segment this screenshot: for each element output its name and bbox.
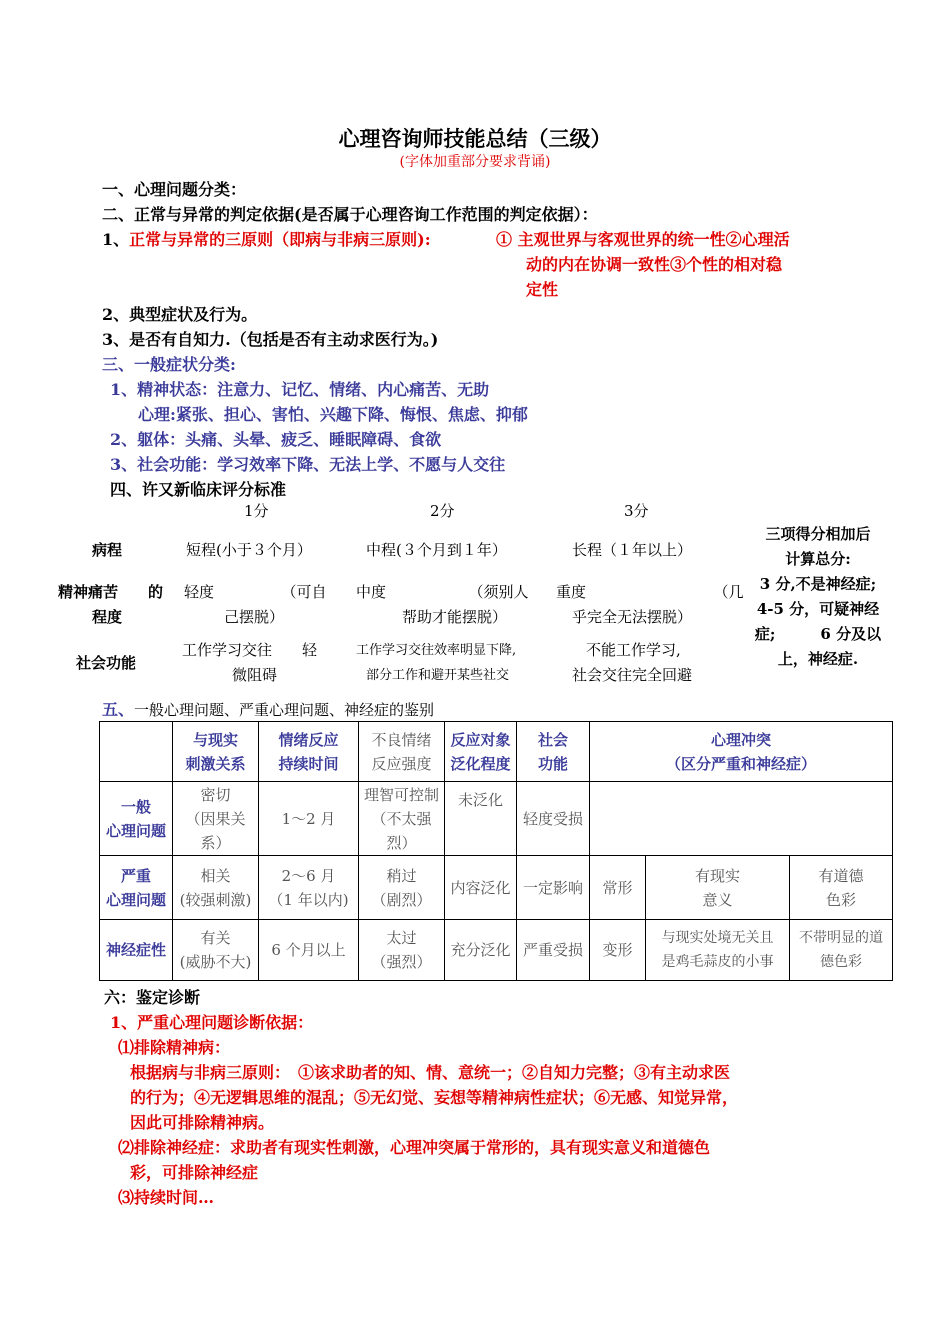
- score-summary-line: 上，神经症.: [777, 650, 859, 668]
- row-pain-3-line2: 乎完全无法摆脱）: [572, 608, 693, 626]
- table-header-row: [100, 722, 893, 782]
- section-4-heading: 四、许又新临床评分标准: [110, 480, 287, 499]
- row-social-3-line2: 社会交往完全回避: [572, 666, 693, 684]
- row-pain-label-line2: 程度: [92, 608, 123, 626]
- row-name-severe: 严重 心理问题: [100, 856, 173, 920]
- header-conflict: 心理冲突 （区分严重和神经症）: [590, 722, 893, 782]
- row-general-social: 轻度受损: [517, 782, 590, 856]
- row-course-2: 中程(３个月到１年）: [366, 541, 507, 559]
- row-social-2-line2: 部分工作和避开某些社交: [366, 668, 510, 683]
- row-pain-3-line1: 重度 （几: [556, 583, 744, 601]
- page-subtitle: (字体加重部分要求背诵): [399, 154, 551, 170]
- row-neurosis-duration: 6 个月以上: [259, 920, 359, 981]
- row-general-conflict: [590, 782, 893, 856]
- row-course-1: 短程(小于３个月）: [186, 541, 312, 559]
- row-pain-1-line1: 轻度 （可自: [184, 583, 327, 601]
- score-summary-line: 3 分,不是神经症;: [759, 575, 877, 593]
- row-severe-intensity: 稍过 （剧烈）: [359, 856, 445, 920]
- row-severe-conflict-form: 常形: [590, 856, 646, 920]
- score-summary-line: 三项得分相加后: [765, 525, 871, 543]
- row-social-3-line1: 不能工作学习,: [586, 641, 681, 659]
- exclude-psychosis-line2: 的行为；④无逻辑思维的混乱；⑤无幻觉、妄想等精神病性症状；⑥无感、知觉异常，: [130, 1088, 739, 1107]
- table-row: [100, 856, 893, 920]
- symptom-body: 2、躯体：头痛、头晕、疲乏、睡眠障碍、食欲: [110, 430, 442, 449]
- row-social-2-line1: 工作学习交往效率明显下降,: [356, 643, 517, 658]
- rule-1-text-line1: ① 主观世界与客观世界的统一性②心理活: [496, 230, 790, 249]
- duration-heading: ⑶持续时间…: [118, 1188, 215, 1207]
- header-duration: 情绪反应 持续时间: [259, 722, 359, 782]
- row-severe-generalization: 内容泛化: [445, 856, 517, 920]
- rule-1: [102, 227, 431, 250]
- section-2-heading: 二、正常与异常的判定依据(是否属于心理咨询工作范围的判定依据）：: [102, 205, 598, 224]
- row-pain-2-line2: 帮助才能摆脱）: [402, 608, 508, 626]
- score-header-1: 1分: [244, 502, 269, 520]
- row-severe-social: 一定影响: [517, 856, 590, 920]
- differential-table: [99, 721, 893, 981]
- rule-1-prefix: 1、: [102, 230, 130, 249]
- score-summary-line: 4-5 分，可疑神经: [756, 600, 880, 618]
- diagnosis-subheading: 1、严重心理问题诊断依据：: [110, 1013, 314, 1032]
- row-severe-conflict-reality: 有现实 意义: [646, 856, 790, 920]
- row-general-reality: 密切 （因果关 系）: [173, 782, 259, 856]
- score-header-2: 2分: [430, 502, 455, 520]
- score-summary: [738, 522, 898, 672]
- section-6-heading: 六：鉴定诊断: [104, 988, 201, 1007]
- row-severe-duration: 2～6 月 （1 年以内): [259, 856, 359, 920]
- row-neurosis-social: 严重受损: [517, 920, 590, 981]
- rule-1-text-line3: 定性: [526, 280, 559, 299]
- page-title: 心理咨询师技能总结（三级）: [338, 126, 612, 151]
- row-neurosis-conflict-form: 变形: [590, 920, 646, 981]
- row-neurosis-reality: 有关 (威胁不大): [173, 920, 259, 981]
- symptom-mental-line1: 1、精神状态：注意力、记忆、情绪、内心痛苦、无助: [110, 380, 490, 399]
- row-social-1-line2: 微阻碍: [232, 666, 278, 684]
- table-row: [100, 782, 893, 856]
- rule-1-label: 正常与异常的三原则（即病与非病三原则):: [129, 230, 431, 249]
- section-5-title: 一般心理问题、严重心理问题、神经症的鉴别: [134, 701, 435, 719]
- header-empty: [100, 722, 173, 782]
- row-social-label: 社会功能: [76, 654, 137, 672]
- section-1-heading: 一、心理问题分类：: [102, 180, 247, 199]
- symptom-mental-line2: 心理:紧张、担心、害怕、兴趣下降、悔恨、焦虑、抑郁: [138, 405, 528, 424]
- table-row: [100, 920, 893, 981]
- row-social-1-line1: 工作学习交往 轻: [182, 641, 318, 659]
- section-3-heading: 三、一般症状分类:: [102, 355, 236, 374]
- exclude-psychosis-line1: 根据病与非病三原则： ①该求助者的知、情、意统一；②自知力完整；③有主动求医: [130, 1063, 731, 1082]
- row-neurosis-intensity: 太过 （强烈）: [359, 920, 445, 981]
- rule-1-text-line2: 动的内在协调一致性③个性的相对稳: [526, 255, 783, 274]
- exclude-neurosis-line1: ⑵排除神经症：求助者有现实性刺激，心理冲突属于常形的，具有现实意义和道德色: [118, 1138, 711, 1157]
- row-course-label: 病程: [92, 541, 123, 559]
- row-general-duration: 1～2 月: [259, 782, 359, 856]
- row-neurosis-generalization: 充分泛化: [445, 920, 517, 981]
- row-pain-label-line1: 精神痛苦 的: [58, 583, 164, 601]
- rule-2: 2、典型症状及行为。: [102, 305, 258, 324]
- exclude-neurosis-line2: 彩，可排除神经症: [130, 1163, 259, 1182]
- row-neurosis-conflict-reality: 与现实处境无关且 是鸡毛蒜皮的小事: [646, 920, 790, 981]
- section-5-prefix: 五、: [102, 700, 135, 719]
- score-summary-line: 症; 6 分及以: [754, 625, 882, 643]
- header-reality: 与现实 刺激关系: [173, 722, 259, 782]
- row-pain-1-line2: 己摆脱）: [224, 608, 285, 626]
- row-course-3: 长程（１年以上）: [572, 541, 693, 559]
- row-pain-2-line1: 中度 （须别人: [356, 583, 529, 601]
- exclude-psychosis-heading: ⑴排除精神病：: [118, 1038, 231, 1057]
- symptom-social: 3、社会功能：学习效率下降、无法上学、不愿与人交往: [110, 455, 506, 474]
- header-social-function: 社会 功能: [517, 722, 590, 782]
- row-name-general: 一般 心理问题: [100, 782, 173, 856]
- row-neurosis-conflict-moral: 不带明显的道 德色彩: [790, 920, 893, 981]
- row-general-intensity: 理智可控制 （不太强 烈）: [359, 782, 445, 856]
- score-header-3: 3分: [624, 502, 649, 520]
- row-severe-conflict-moral: 有道德 色彩: [790, 856, 893, 920]
- exclude-psychosis-line3: 因此可排除精神病。: [130, 1113, 275, 1132]
- row-name-neurosis: 神经症性: [100, 920, 173, 981]
- section-5-heading: [102, 697, 434, 720]
- row-general-generalization: 未泛化: [445, 782, 517, 856]
- row-severe-reality: 相关 (较强刺激): [173, 856, 259, 920]
- header-intensity: 不良情绪 反应强度: [359, 722, 445, 782]
- rule-3: 3、是否有自知力.（包括是否有主动求医行为。): [102, 330, 439, 349]
- score-summary-line: 计算总分:: [785, 550, 851, 568]
- header-generalization: 反应对象 泛化程度: [445, 722, 517, 782]
